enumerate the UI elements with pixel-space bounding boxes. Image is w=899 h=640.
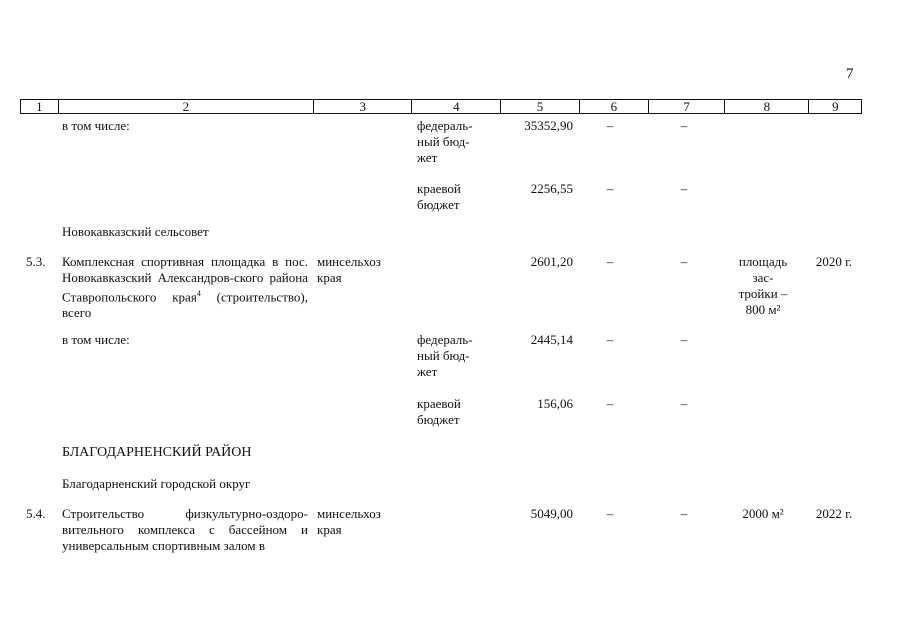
header-cell: 9 xyxy=(831,99,839,114)
item-number: 5.3. xyxy=(26,254,46,269)
dash: – xyxy=(606,254,614,269)
year: 2020 г. xyxy=(815,254,853,269)
table-header-row xyxy=(20,99,862,114)
funding-source: краевой бюджет xyxy=(417,181,461,212)
subsection-title: Новокавказский сельсовет xyxy=(62,224,209,239)
amount: 2601,20 xyxy=(530,254,573,269)
dash: – xyxy=(680,118,688,133)
dash: – xyxy=(680,181,688,196)
row-label: в том числе: xyxy=(62,332,130,347)
header-cell: 5 xyxy=(501,100,579,113)
dash: – xyxy=(680,506,688,521)
funding-source: федераль- ный бюд- жет xyxy=(417,118,473,165)
amount: 5049,00 xyxy=(530,506,573,521)
dash: – xyxy=(680,396,688,411)
header-cell: 6 xyxy=(580,100,649,113)
capacity: 2000 м² xyxy=(742,506,784,521)
amount: 35352,90 xyxy=(524,118,573,133)
amount: 2445,14 xyxy=(530,332,573,347)
item-description: Строительство физкультурно-оздоро-вительного комплекса с бассейном и универсальным спортивным залом в xyxy=(62,506,308,553)
row-label: в том числе: xyxy=(62,118,130,133)
dash: – xyxy=(680,332,688,347)
amount: 2256,55 xyxy=(530,181,573,196)
dash: – xyxy=(606,396,614,411)
header-cell: 1 xyxy=(21,100,59,113)
header-cell: 7 xyxy=(649,100,725,113)
capacity: площадь зас- тройки – 800 м² xyxy=(738,254,788,317)
item-number: 5.4. xyxy=(26,506,46,521)
header-cell: 8 xyxy=(725,100,809,113)
responsible-body: минсельхоз края xyxy=(317,506,381,537)
dash: – xyxy=(680,254,688,269)
year: 2022 г. xyxy=(815,506,853,521)
dash: – xyxy=(606,181,614,196)
amount: 156,06 xyxy=(537,396,573,411)
funding-source: федераль- ный бюд- жет xyxy=(417,332,473,379)
header-cell: 2 xyxy=(59,100,315,113)
header-cell: 3 xyxy=(314,100,412,113)
page-number: 7 xyxy=(846,66,854,82)
item-description: Комплексная спортивная площадка в пос. Новокавказский Александров-ского района Ставропольского края$^4$ (строительство), всего xyxy=(62,254,309,321)
section-title: БЛАГОДАРНЕНСКИЙ РАЙОН xyxy=(62,445,252,460)
funding-source: краевой бюджет xyxy=(417,396,461,427)
subsection-title: Благодарненский городской округ xyxy=(62,476,251,491)
header-cell: 4 xyxy=(412,100,501,113)
responsible-body: минсельхоз края xyxy=(317,254,381,285)
dash: – xyxy=(606,506,614,521)
dash: – xyxy=(606,332,614,347)
dash: – xyxy=(606,118,614,133)
